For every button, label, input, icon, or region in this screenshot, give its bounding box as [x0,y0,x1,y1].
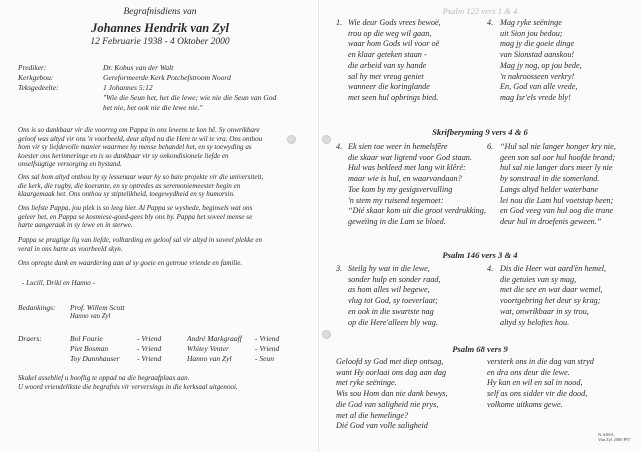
punch-hole [322,330,331,339]
verse-number: 4. [487,264,494,273]
bearer-name: Piet Bosman [70,344,109,353]
bearer-name: Toy Dannhauser [70,354,120,363]
hymn-verse: Dis die Heer wat aard'èn hemel, die getuies van sy mag, met die see en wat daar wemel, voortgebring het deur sy krag; wat, onwrikbaar in sy trou, altyd sy beloftes hou. [500,264,607,327]
bearer-relation: - Vriend [137,354,162,363]
hymn-heading: Psalm 68 vers 9 [452,344,508,354]
family-signature: - Lucill, Drikí en Hanno - [22,279,95,287]
church-label: Kerkgebou: [18,73,54,82]
bearer-relation: - Vriend [255,334,280,343]
text-reference: 1 Johannes 5:12 [103,83,153,92]
punch-hole [287,135,296,144]
bearer-relation: - Vriend [255,344,280,353]
tribute-paragraph: Ons is so dankbaar vir die voorreg om Pappa in ons lewens te kon hê. Sy onwrikbare geloof was altyd vir ons 'n voorbeeld, deur altyd na die Here te wil te vra. Ons onthou hom vir sy liefdevolle manier waarmee hy mense behandel het, en sy toewyding as koester ons herinneringe en is so dankbaar vir sy onkondisionele liefde en onselfsugtige versorging en bystand. [18,126,263,169]
text-label: Teksgedeelte: [18,83,59,92]
verse-number: 4. [487,18,494,27]
hymn-verse: Wie deur Gods vrees bewoë, trou op die weg wil gaan, waar hom Gods wil voor oë en klaar geteken staan - die arbeid van sy hande sal hy met vreug geniet wanneer die koringlande met seen hul opbrings bied. [348,18,441,102]
text-quote-line: "Wie die Seun het, het die lewe; wie nie die Seun van God [103,93,277,102]
tribute-paragraph: Pappa se pragtige lig van liefde, volharding en geloof sal vir altyd in soveel plekke en veral in ons harte as voorbeeld skyn. [18,236,263,253]
bearer-relation: - Vriend [137,334,162,343]
thanks-paragraph: Ons opregte dank en waardering aan al sy goeie en getroue vriende en familie. [18,259,243,267]
thanks-name: Prof. Willem Scott [70,303,125,312]
center-fold [318,0,319,452]
hymn-verse: Mag ryke seëninge uit Sion jou bedou; mag jy die goeie dinge van Sionstad aanskou! Mag jy nog, op jou bede, 'n nakroosseen verkry! En, God van alle vrede, mag Isr'els vrede bly! [500,18,582,102]
verse-number: 1. [336,18,343,27]
thanks-label: Bedankings: [18,303,56,312]
verse-number: 4. [336,142,343,151]
bearer-name: André Markgraaff [187,334,242,343]
verse-number: 6. [487,142,494,151]
verse-number: 3. [336,264,343,273]
preacher-label: Prediker: [18,63,47,72]
bearer-relation: - Vriend [137,344,162,353]
life-dates: 12 Februarie 1938 - 4 Oktober 2000 [90,37,230,47]
bearer-name: Whitey Venter [187,344,229,353]
hymn-verse: Steilg hy wat in die lewe, sonder hulp en sonder raad, as hom alles wil begewe, vlug tot God, sy toeverlaat; en ook in die swartste nag op die Here'alleen bly wag. [348,264,441,327]
closing-notice: Skakel asseblief u hooflig te oppad na die begraafplaas aan. U woord vriendelikste die begrafnis vir verversings in die kerksaal uitgenooi. [18,374,238,391]
deceased-name: Johannes Hendrik van Zyl [91,21,229,35]
tribute-paragraph: Ons sal hom altyd onthou by sy lessenaar waar hy so baie projekte vir die universiteit, die kerk, die rugby, die koerante, en sy optredes as seremoniemeester begin en klaargemaak het. Ons onthou sy stiptelikheid, toegewydheid en sy humorsin. [18,173,264,199]
archive-stamp: N.ASSA Van Zyl 2000 P97 [598,432,631,442]
service-title: Begrafnisdiens van [123,7,197,17]
text-quote-line: het nie, het ook nie die lewe nie." [103,103,203,112]
bearer-name: Bol Fourie [70,334,103,343]
church-value: Gereformeerde Kerk Potchefstroom Noord [103,73,231,82]
hymn-verse: “Hul sal nie langer honger kry nie, geen son sal oor hul hoofde brand; hul sal nie langer dors meer ly nie by sonstraal in die somerland. Langs altyd helder waterbane lei nou die Lam hul voetstap heen; en God veeg van hul oog die trane deur hul in droefenis geween.” [500,142,616,226]
hymn-verse: versterk ons in die dag van stryd en dra ons deur die lewe. Hy kan en wil en sal in nood, self as ons sidder vir die dood, volkome uitkoms gewe. [487,357,594,409]
hymn-verse: Geloofd sy God met diep ontsag, want Hy oorlaai ons dag aan dag met ryke seëninge. Wis sou Hom dan nie dank bewys, die God van saligheid nie prys, met al die hemelinge? Dié God van volle saligheid [336,357,448,431]
bearer-relation: - Seun [255,354,274,363]
preacher-value: Dr. Kobus van der Walt [103,63,174,72]
hymn-heading: Psalm 146 vers 3 & 4 [442,250,518,260]
tribute-paragraph: Ons liefste Pappa, jou plek is so leeg hier. Al Pappa se wyshede, beginsels wat ons geleer het, en Pappa se kosmiese-goed-gees bly ons by. Pappa het soveel mense se harte aangeraak in sy lewe en in sterwe. [18,204,253,230]
bearers-label: Draers: [18,334,42,343]
thanks-name: Hanno van Zyl [70,313,111,320]
hymn-heading: Skrifberyming 9 vers 4 & 6 [432,127,528,137]
bearer-name: Hanno van Zyl [187,354,232,363]
hymn-heading: Psalm 123 vers 1 & 4 [442,6,518,16]
hymn-verse: Ek sien toe weer in hemelsfêre die skaar wat ligtend voor God staan. Hul was bekleed met lang wit klêrë: maar wie is hul, en waarvandaan? Toe kom by my gesigsvervulling 'n stem my ruisend tegemoet: “Dié skaar kom uit die groot verdrukking, geweïing in die Lam se bloed. [348,142,486,226]
